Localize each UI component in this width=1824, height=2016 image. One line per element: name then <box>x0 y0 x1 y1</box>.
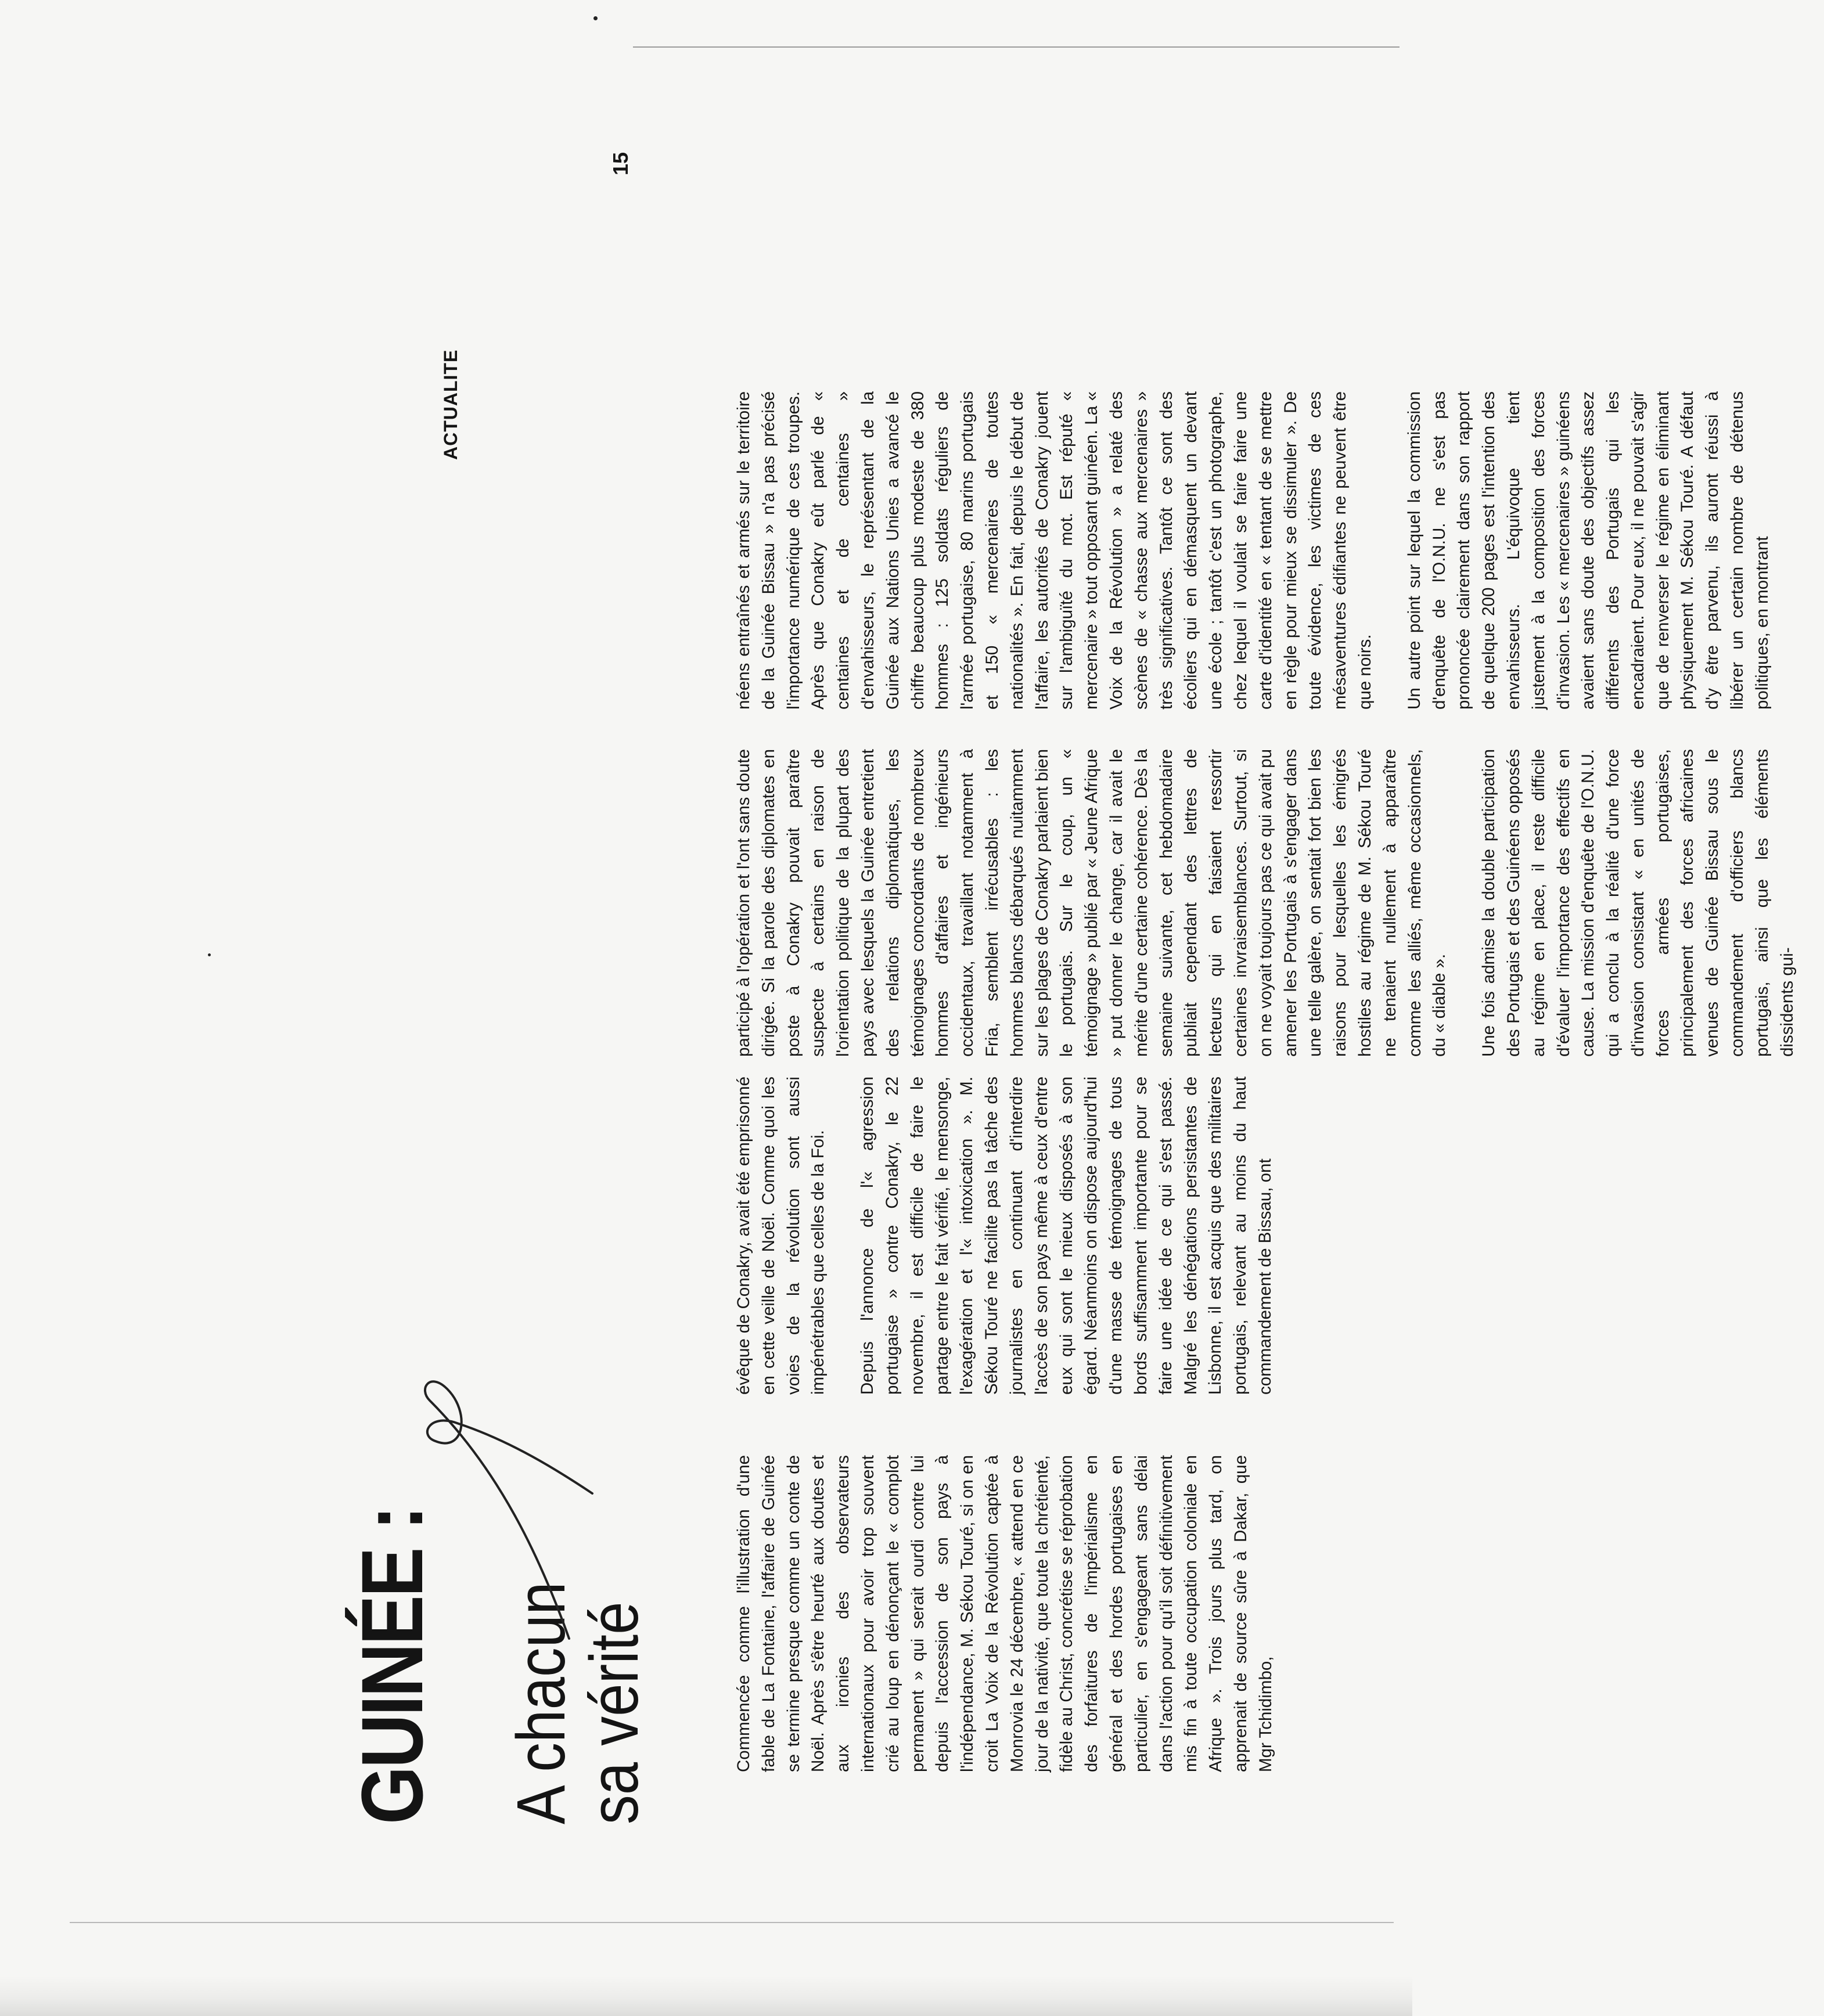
section-title: ACTUALITE <box>440 349 461 460</box>
article-paragraph: Un autre point sur lequel la commission d'enquête de l'O.N.U. ne s'est pas prononcée clairement dans son rapport de quelque 200 pages est l'intention des envahisseurs. L'équivoque tient justement à la composition des forces d'invasion. Les « mercenaires » guinéens avaient sans doute des objectifs assez différents des Portugais qui les encadraient. Pour eux, il ne pouvait s'agir que de renverser le régime en éliminant physiquement M. Sékou Touré. A défaut d'y être parvenu, ils auront réussi à libérer un certain nombre de détenus politiques, en montrant <box>1404 391 1772 710</box>
article-paragraph: Commencée comme l'illustration d'une fable de La Fontaine, l'affaire de Guinée se termine presque comme un conte de Noël. Après s'être heurté aux doutes et aux ironies des observateurs internationaux pour avoir trop souvent crié au loup en dénonçant le « complot permanent » qui serait ourdi contre lui depuis l'accession de son pays à l'indépendance, M. Sékou Touré, si on en croit La Voix de la Révolution captée à Monrovia le 24 décembre, « attend en ce jour de la nativité, que toute la chrétienté, fidèle au Christ, concrétise se réprobation des forfaitures de l'impérialisme en général et des hordes portugaises en particulier, en s'engageant sans délai dans l'action pour qu'il soit définitivement mis fin à toute occupation coloniale en Afrique ». Trois jours plus tard, on apprenait de source sûre à Dakar, que Mgr Tchidimbo, <box>734 1455 1275 1772</box>
article-paragraph: participé à l'opération et l'ont sans doute dirigée. Si la parole des diplomates en poste à Conakry pouvait paraître suspecte à certains en raison de l'orientation politique de la plupart des pays avec lesquels la Guinée entretient des relations diplomatiques, les témoignages concordants de nombreux hommes d'affaires et ingénieurs occidentaux, travaillant notamment à Fria, semblent irrécusables : les hommes blancs débarqués nuitamment sur les plages de Conakry parlaient bien le portugais. Sur le coup, un « témoignage » publié par « Jeune Afrique » put donner le change, car il avait le mérite d'une certaine cohérence. Dès la semaine suivante, cet hebdomadaire publiait cependant des lettres de lecteurs qui en faisaient ressortir certaines invraisemblances. Surtout, si on ne voyait toujours pas ce qui avait pu amener les Portugais à s'engager dans une telle galère, on sentait fort bien les raisons pour lesquelles les émigrés hostiles au régime de M. Sékou Touré ne tenaient nullement à apparaître comme les alliés, même occasionnels, du « diable ». <box>734 749 1449 1057</box>
article-paragraph: Depuis l'annonce de l'« agression portugaise » contre Conakry, le 22 novembre, il est difficile de faire le partage entre le fait vérifié, le mensonge, l'exagération et l'« intoxication ». M. Sékou Touré ne facilite pas la tâche des journalistes en continuant d'interdire l'accès de son pays même à ceux d'entre eux qui sont le mieux disposés à son égard. Néanmoins on dispose aujourd'hui d'une masse de témoignages de tous bords suffisamment importante pour se faire une idée de ce qui s'est passé. Malgré les dénégations persistantes de Lisbonne, il est acquis que des militaires portugais, relevant au moins du haut commandement de Bissau, ont <box>858 1077 1275 1395</box>
handwritten-flourish <box>395 1366 616 1644</box>
text-column-4 <box>732 391 1800 710</box>
text-column-2 <box>732 1077 1303 1395</box>
headline-subtitle-line-1: A chacun <box>503 1582 580 1824</box>
text-column-3 <box>732 749 1824 1057</box>
article-paragraph: évêque de Conakry, avait été emprisonné en cette veille de Noël. Comme quoi les voies de la révolution sont aussi impénétrables que celles de la Foi. <box>734 1077 828 1395</box>
page-number: 15 <box>609 152 632 175</box>
headline-title: GUINÉE : <box>343 1507 441 1824</box>
article-paragraph: néens entraînés et armés sur le territoire de la Guinée Bissau » n'a pas précisé l'importance numérique de ces troupes. Après que Conakry eût parlé de « centaines et de centaines » d'envahisseurs, le représentant de la Guinée aux Nations Unies a avancé le chiffre beaucoup plus modeste de 380 hommes : 125 soldats réguliers de l'armée portugaise, 80 marins portugais et 150 « mercenaires de toutes nationalités ». En fait, depuis le début de l'affaire, les autorités de Conakry jouent sur l'ambiguïté du mot. Est réputé « mercenaire » tout opposant guinéen. La « Voix de la Révolution » a relaté des scènes de « chasse aux mercenaires » très significatives. Tantôt ce sont des écoliers qui en démasquent un devant une école ; tantôt c'est un photographe, chez lequel il voulait se faire faire une carte d'identité en « tentant de se mettre en règle pour mieux se dissimuler ». De toute évidence, les victimes de ces mésaventures édifiantes ne peuvent être que noirs. <box>734 391 1375 710</box>
headline-subtitle-line-2: sa vérité <box>576 1601 653 1824</box>
text-column-1 <box>732 1455 1303 1772</box>
article-paragraph: Une fois admise la double participation des Portugais et des Guinéens opposés au régime en place, il reste difficile d'évaluer l'importance des effectifs en cause. La mission d'enquête de l'O.N.U. qui a conclu à la réalité d'une force d'invasion consistant « en unités de forces armées portugaises, principalement des forces africaines venues de Guinée Bissau sous le commandement d'officiers blancs portugais, ainsi que les éléments dissidents gui- <box>1479 749 1797 1057</box>
